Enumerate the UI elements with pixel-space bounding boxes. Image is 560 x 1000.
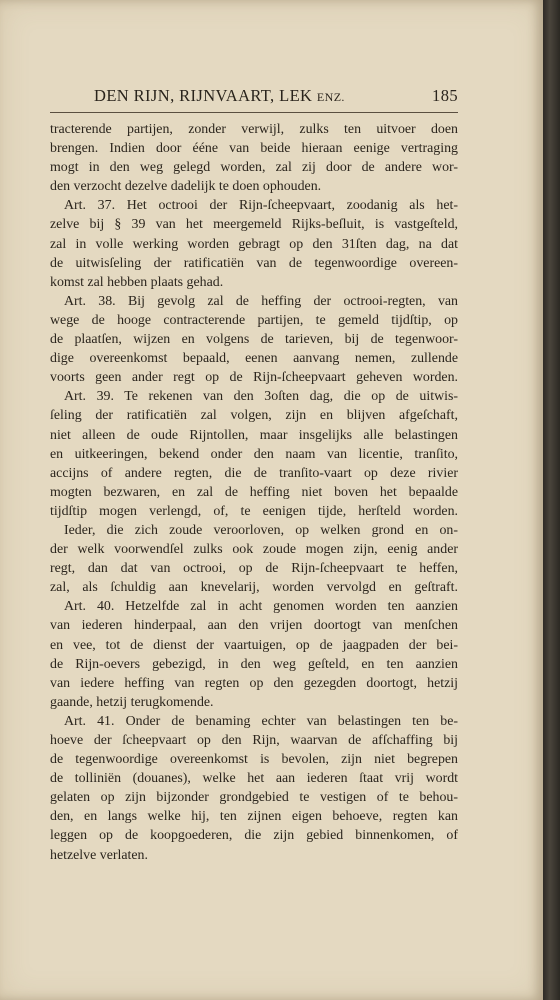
running-head-title: [94, 86, 345, 106]
text-line: den, en langs welke hij, ten zijnen eigen behoeve, regten kan: [50, 809, 458, 825]
text-line: accijns of andere regten, die de tranſito-vaart op deze rivier: [50, 465, 458, 481]
page-edge-shadow: [543, 0, 560, 1000]
text-line: zelve bij § 39 van het meergemeld Rijks-beſluit, is vastgeſteld,: [50, 217, 458, 233]
text-line: Art. 39. Te rekenen van den 3oſten dag, die op de uitwis-: [64, 389, 458, 405]
text-line: voorts geen ander regt op de Rijn-ſcheepvaart geheven worden.: [50, 370, 458, 386]
text-line: komst zal hebben plaats gehad.: [50, 274, 224, 290]
text-line: regt, dan dat van octrooi, op de Rijn-ſcheepvaart te heffen,: [50, 561, 458, 577]
running-head-title-small: ENZ.: [316, 90, 345, 104]
text-line: zal, als ſchuldig aan knevelarij, worden vervolgd en geſtraft.: [50, 580, 458, 596]
text-line: der welk voorwendſel zulks ook zoude mogen zijn, eenig ander: [50, 542, 458, 558]
text-line: Art. 38. Bij gevolg zal de heffing der octrooi-regten, van: [64, 293, 458, 309]
text-line: niet alleen de oude Rijntollen, maar insgelijks alle belastingen: [50, 427, 458, 443]
text-line: tracterende partijen, zonder verwijl, zulks ten uitvoer doen: [50, 122, 458, 137]
text-line: mogten bezwaren, en zal de heffing niet boven het bepaalde: [50, 484, 458, 500]
text-line: de tolliniën (douanes), welke het aan iederen ſtaat vrij wordt: [50, 771, 458, 787]
text-line: de Rijn-oevers gebezigd, in den weg geſteld, en ten aanzien: [50, 656, 458, 672]
text-line: van iedere heffing van regten op den gezegden doortogt, hetzij: [50, 675, 458, 691]
text-line: de uitwisſeling der ratificatiën van de tegenwoordige overeen-: [50, 255, 458, 271]
text-line: hetzelve verlaten.: [50, 847, 148, 863]
running-head-title-main: DEN RIJN, RIJNVAART, LEK: [94, 86, 317, 105]
text-line: zal in volle werking worden gebragt op den 31ſten dag, na dat: [50, 236, 458, 252]
text-line: tijdſtip mogen verlengd, of, te eenigen tijde, herſteld worden.: [50, 503, 458, 519]
text-line: en vee, tot de dienst der vaartuigen, op de jaagpaden der bei-: [50, 637, 458, 653]
text-line: den verzocht dezelve dadelijk te doen ophouden.: [50, 179, 322, 195]
text-line: Art. 37. Het octrooi der Rijn-ſcheepvaart, zoodanig als het-: [64, 198, 458, 214]
text-line: wege de hooge contracterende partijen, te gemeld tijdſtip, op: [50, 312, 458, 328]
body-text: [50, 120, 458, 865]
text-line: ſeling der ratificatiën zal volgen, zijn en blijven afgeſchaft,: [50, 408, 458, 424]
text-line: Ieder, die zich zoude veroorloven, op welken grond en on-: [64, 522, 458, 538]
text-line: de plaatſen, wijzen en volgens de tarieven, bij de tegenwoor-: [50, 332, 458, 348]
text-line: hoeve der ſcheepvaart op den Rijn, waarvan de afſchaffing bij: [50, 733, 458, 748]
text-line: gaande, hetzij terugkomende.: [50, 694, 214, 710]
text-line: van iederen hinderpaal, aan den vrijen doortogt van menſchen: [50, 618, 458, 634]
text-line: Art. 41. Onder de benaming echter van belastingen ten be-: [64, 713, 458, 729]
text-line: gelaten op zijn bijzonder grondgebied te vestigen of te behou-: [50, 790, 458, 806]
page-number: 185: [432, 86, 458, 105]
text-line: en uitkeeringen, bekend onder den naam van licentie, tranſito,: [50, 446, 458, 462]
text-line: mogt in den weg gelegd worden, zal zij door de andere wor-: [50, 160, 458, 176]
running-head: [50, 86, 458, 113]
text-line: Art. 40. Hetzelfde zal in acht genomen worden ten aanzien: [64, 599, 458, 615]
text-line: brengen. Indien door éénе van beide hieraan eenige vertraging: [50, 141, 458, 157]
text-line: dige overeenkomst bepaald, eenen aanvang nemen, zullende: [50, 351, 458, 367]
text-line: de tegenwoordige overeenkomst is bevolen, zijn niet begrepen: [50, 752, 458, 768]
text-line: leggen op de koopgoederen, die zijn gebied binnenkomen, of: [50, 828, 458, 844]
